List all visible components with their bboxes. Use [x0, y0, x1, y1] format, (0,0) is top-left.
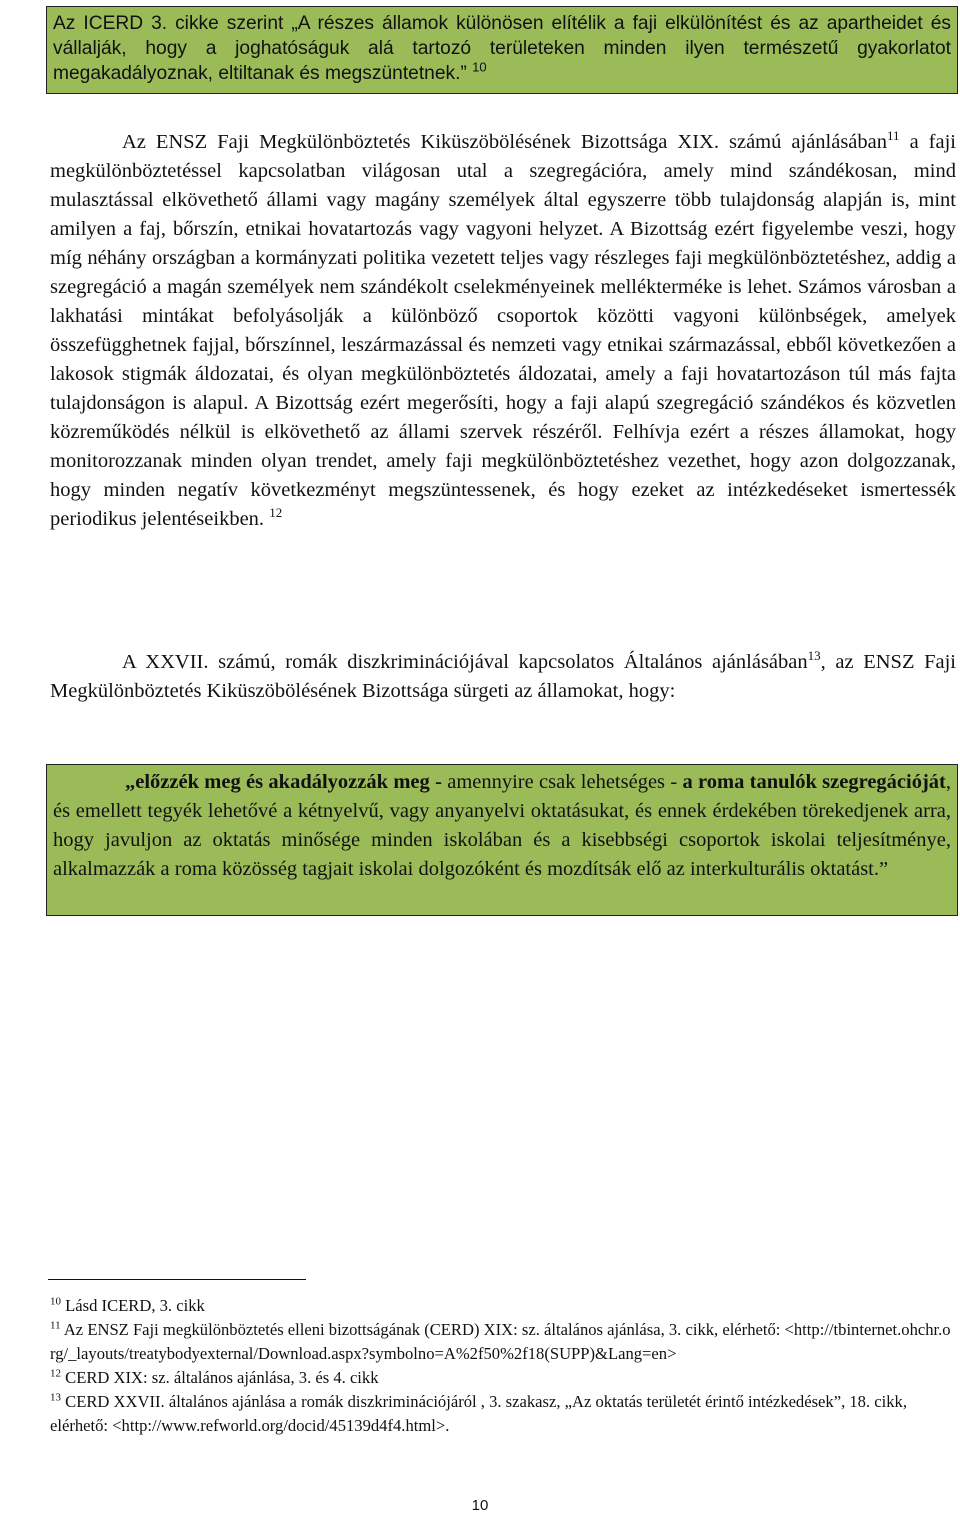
footnotes — [50, 1294, 956, 1438]
highlighted-quote-roma-education — [46, 764, 958, 916]
footnote-12: $^{12}$ CERD XIX: sz. általános ajánlása, 3. és 4. cikk — [50, 1367, 379, 1387]
paragraph-cerd-xix — [50, 128, 956, 534]
footnote-ref-10[interactable]: 10 — [472, 59, 487, 75]
footnote-11-text[interactable]: Az ENSZ Faji megkülönböztetés elleni bizottságának (CERD) XIX: sz. általános ajánlása, 3. cikk, elérhető: <http://tbinternet.ohchr.org/_layouts/treatybodyexternal/Download.aspx?symbolno=A%2f50%2f18(SUPP)&Lang=en> — [50, 1320, 951, 1363]
quote-open: „ — [125, 771, 136, 793]
paragraph2-text-a: A XXVII. számú, romák diszkriminációjával kapcsolatos Általános ajánlásában — [122, 651, 808, 673]
footnote-ref-11[interactable]: 11 — [887, 128, 900, 144]
highlighted-quote-icerd — [46, 6, 958, 94]
paragraph1-text-b: a faji megkülönböztetéssel kapcsolatban világosan utal a szegregációra, amely mind szándékosan, mind mulasztással elkövethető állami vagy magány személyek által egyszerre több tulajdonság alapján is, mint amilyen a faj, bőrszín, etnikai hovatartozás vagy vagyoni helyzet. A Bizottság ezért figyelembe veszi, hogy míg néhány országban a kormányzati politika vezetett teljes vagy részleges faji megkülönböztetéshez, addig a szegregáció a magán személyek nem szándékolt cselekményeinek mellékterméke is lehet. Számos városban a lakhatási mintákat befolyásolják a különböző csoportok közötti vagyoni különbségek, amelyek összefügghetnek fajjal, bőrszínnel, leszármazással és nemzeti vagy etnikai származással, ebből következően a lakosok stigmák áldozatai, és olyan megkülönböztetés áldozatai, amely a faji hovatartozáson túl más fajta tulajdonságon is alapul. A Bizottság ezért megerősíti, hogy a faji alapú szegregáció szándékos és közvetlen közreműködés nélkül is elkövethető az állami szervek részéről. Felhívja ezért a részes államokat, hogy monitorozzanak minden olyan trendet, amely faji megkülönböztetéshez vezethet, hogy azon dolgozzanak, hogy minden negatív következményt megszüntessenek, és hogy ezeket az intézkedéseket ismertessék periodikus jelentéseikben. — [50, 131, 956, 530]
footnote-13-text[interactable]: CERD XXVII. általános ajánlása a romák diszkriminációjáról , 3. szakasz, „Az oktatás területét érintő intézkedések”, 18. cikk, elérhető: <http://www.refworld.org/docid/45139d4f4.html>. — [50, 1392, 907, 1435]
quote-text-1: amennyire csak lehetséges - — [441, 771, 683, 793]
footnote-ref-12[interactable]: 12 — [269, 505, 283, 521]
paragraph-cerd-xxvii — [50, 648, 956, 706]
bold-phrase-segregation: a roma tanulók szegregációját — [682, 771, 946, 793]
page-number: 10 — [471, 1497, 489, 1514]
icerd-quote-text: Az ICERD 3. cikke szerint „A részes államok különösen elítélik a faji elkülönítést és az apartheidet és vállalják, hogy a joghatóságuk alá tartozó területeken minden ilyen természetű gyakorlatot megakadályoznak, eltiltanak és megszüntetnek.” — [53, 13, 951, 84]
paragraph1-text-a: Az ENSZ Faji Megkülönböztetés Kiküszöbölésének Bizottsága XIX. számú ajánlásában — [122, 131, 888, 153]
paragraph2-text-b: , az ENSZ Faji Megkülönböztetés Kiküszöbölésének Bizottsága sürgeti az államokat, hogy: — [50, 651, 956, 702]
footnote-ref-13[interactable]: 13 — [807, 648, 821, 664]
footnote-11: $^{11}$ Az ENSZ Faji megkülönböztetés elleni bizottságának (CERD) XIX: sz. általános ajánlása, 3. cikk, elérhető: <http://tbinternet.ohchr.org/_layouts/treatybodyexternal/Download.aspx?symbolno=A%2f50%2f18(SUPP)&Lang=en> — [50, 1319, 951, 1363]
quote-text-2: , és emellett tegyék lehetővé a kétnyelvű, vagy anyanyelvi oktatásukat, és ennek érdekében törekedjenek arra, hogy javuljon az oktatás minősége minden iskolában és a kisebbségi csoportok iskolai teljesítménye, alkalmazzák a roma közösség tagjait iskolai dolgozóként és mozdítsák elő az interkulturális oktatást.” — [53, 771, 952, 880]
footnote-10: $^{10}$ Lásd ICERD, 3. cikk — [50, 1295, 205, 1315]
footnote-separator — [48, 1279, 306, 1280]
footnote-13: $^{13}$ CERD XXVII. általános ajánlása a romák diszkriminációjáról , 3. szakasz, „Az oktatás területét érintő intézkedések”, 18. cikk, elérhető: <http://www.refworld.org/docid/45139d4f4.html>. — [50, 1391, 907, 1435]
bold-phrase-prevent: előzzék meg és akadályozzák meg - — [135, 771, 442, 793]
